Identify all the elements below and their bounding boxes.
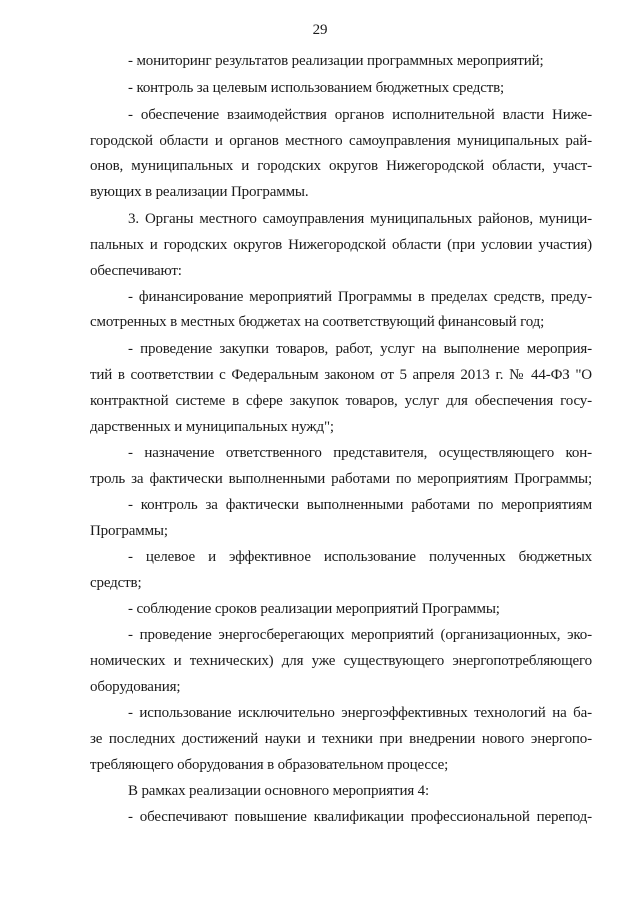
- text-line: оборудования;: [90, 679, 181, 695]
- text-line: требляющего оборудования в образовательном процессе;: [90, 757, 449, 773]
- text-line: - мониторинг результатов реализации программных мероприятий;: [128, 53, 544, 69]
- text-line: обеспечивают:: [90, 263, 182, 279]
- text-line: - использование исключительно энергоэффективных технологий на ба-: [128, 705, 592, 721]
- text-line: онов, муниципальных и городских округов Нижегородской области, участ-: [90, 158, 592, 174]
- text-line: тий в соответствии с Федеральным законом от 5 апреля 2013 г. № 44-ФЗ "О: [90, 367, 592, 383]
- text-line: вующих в реализации Программы.: [90, 184, 309, 200]
- text-line: - целевое и эффективное использование полученных бюджетных: [128, 549, 592, 565]
- text-line: 3. Органы местного самоуправления муниципальных районов, муници-: [128, 211, 592, 227]
- text-line: - обеспечение взаимодействия органов исполнительной власти Ниже-: [128, 107, 592, 123]
- text-line: - финансирование мероприятий Программы в пределах средств, преду-: [128, 289, 592, 305]
- text-line: зе последних достижений науки и техники при внедрении нового энергопо-: [90, 731, 592, 747]
- text-line: контрактной системе в сфере закупок товаров, услуг для обеспечения госу-: [90, 393, 592, 409]
- text-line: - контроль за целевым использованием бюджетных средств;: [128, 80, 505, 96]
- text-line: - назначение ответственного представителя, осуществляющего кон-: [128, 445, 592, 461]
- page-number: 29: [312, 22, 328, 38]
- text-line: троль за фактически выполненными работами по мероприятиям Программы;: [90, 471, 592, 487]
- text-line: пальных и городских округов Нижегородской области (при условии участия): [90, 237, 592, 253]
- text-line: средств;: [90, 575, 142, 591]
- text-line: номических и технических) для уже существующего энергопотребляющего: [90, 653, 592, 669]
- text-line: - проведение закупки товаров, работ, услуг на выполнение мероприя-: [128, 341, 592, 357]
- text-line: - контроль за фактически выполненными работами по мероприятиям: [128, 497, 592, 513]
- text-line: - обеспечивают повышение квалификации профессиональной перепод-: [128, 809, 592, 825]
- text-line: - проведение энергосберегающих мероприятий (организационных, эко-: [128, 627, 592, 643]
- text-line: дарственных и муниципальных нужд";: [90, 419, 334, 435]
- text-line: смотренных в местных бюджетах на соответствующий финансовый год;: [90, 314, 545, 330]
- text-line: Программы;: [90, 523, 168, 539]
- text-line: - соблюдение сроков реализации мероприятий Программы;: [128, 601, 500, 617]
- text-line: В рамках реализации основного мероприятия 4:: [128, 783, 430, 799]
- text-line: городской области и органов местного самоуправления муниципальных рай-: [90, 133, 592, 149]
